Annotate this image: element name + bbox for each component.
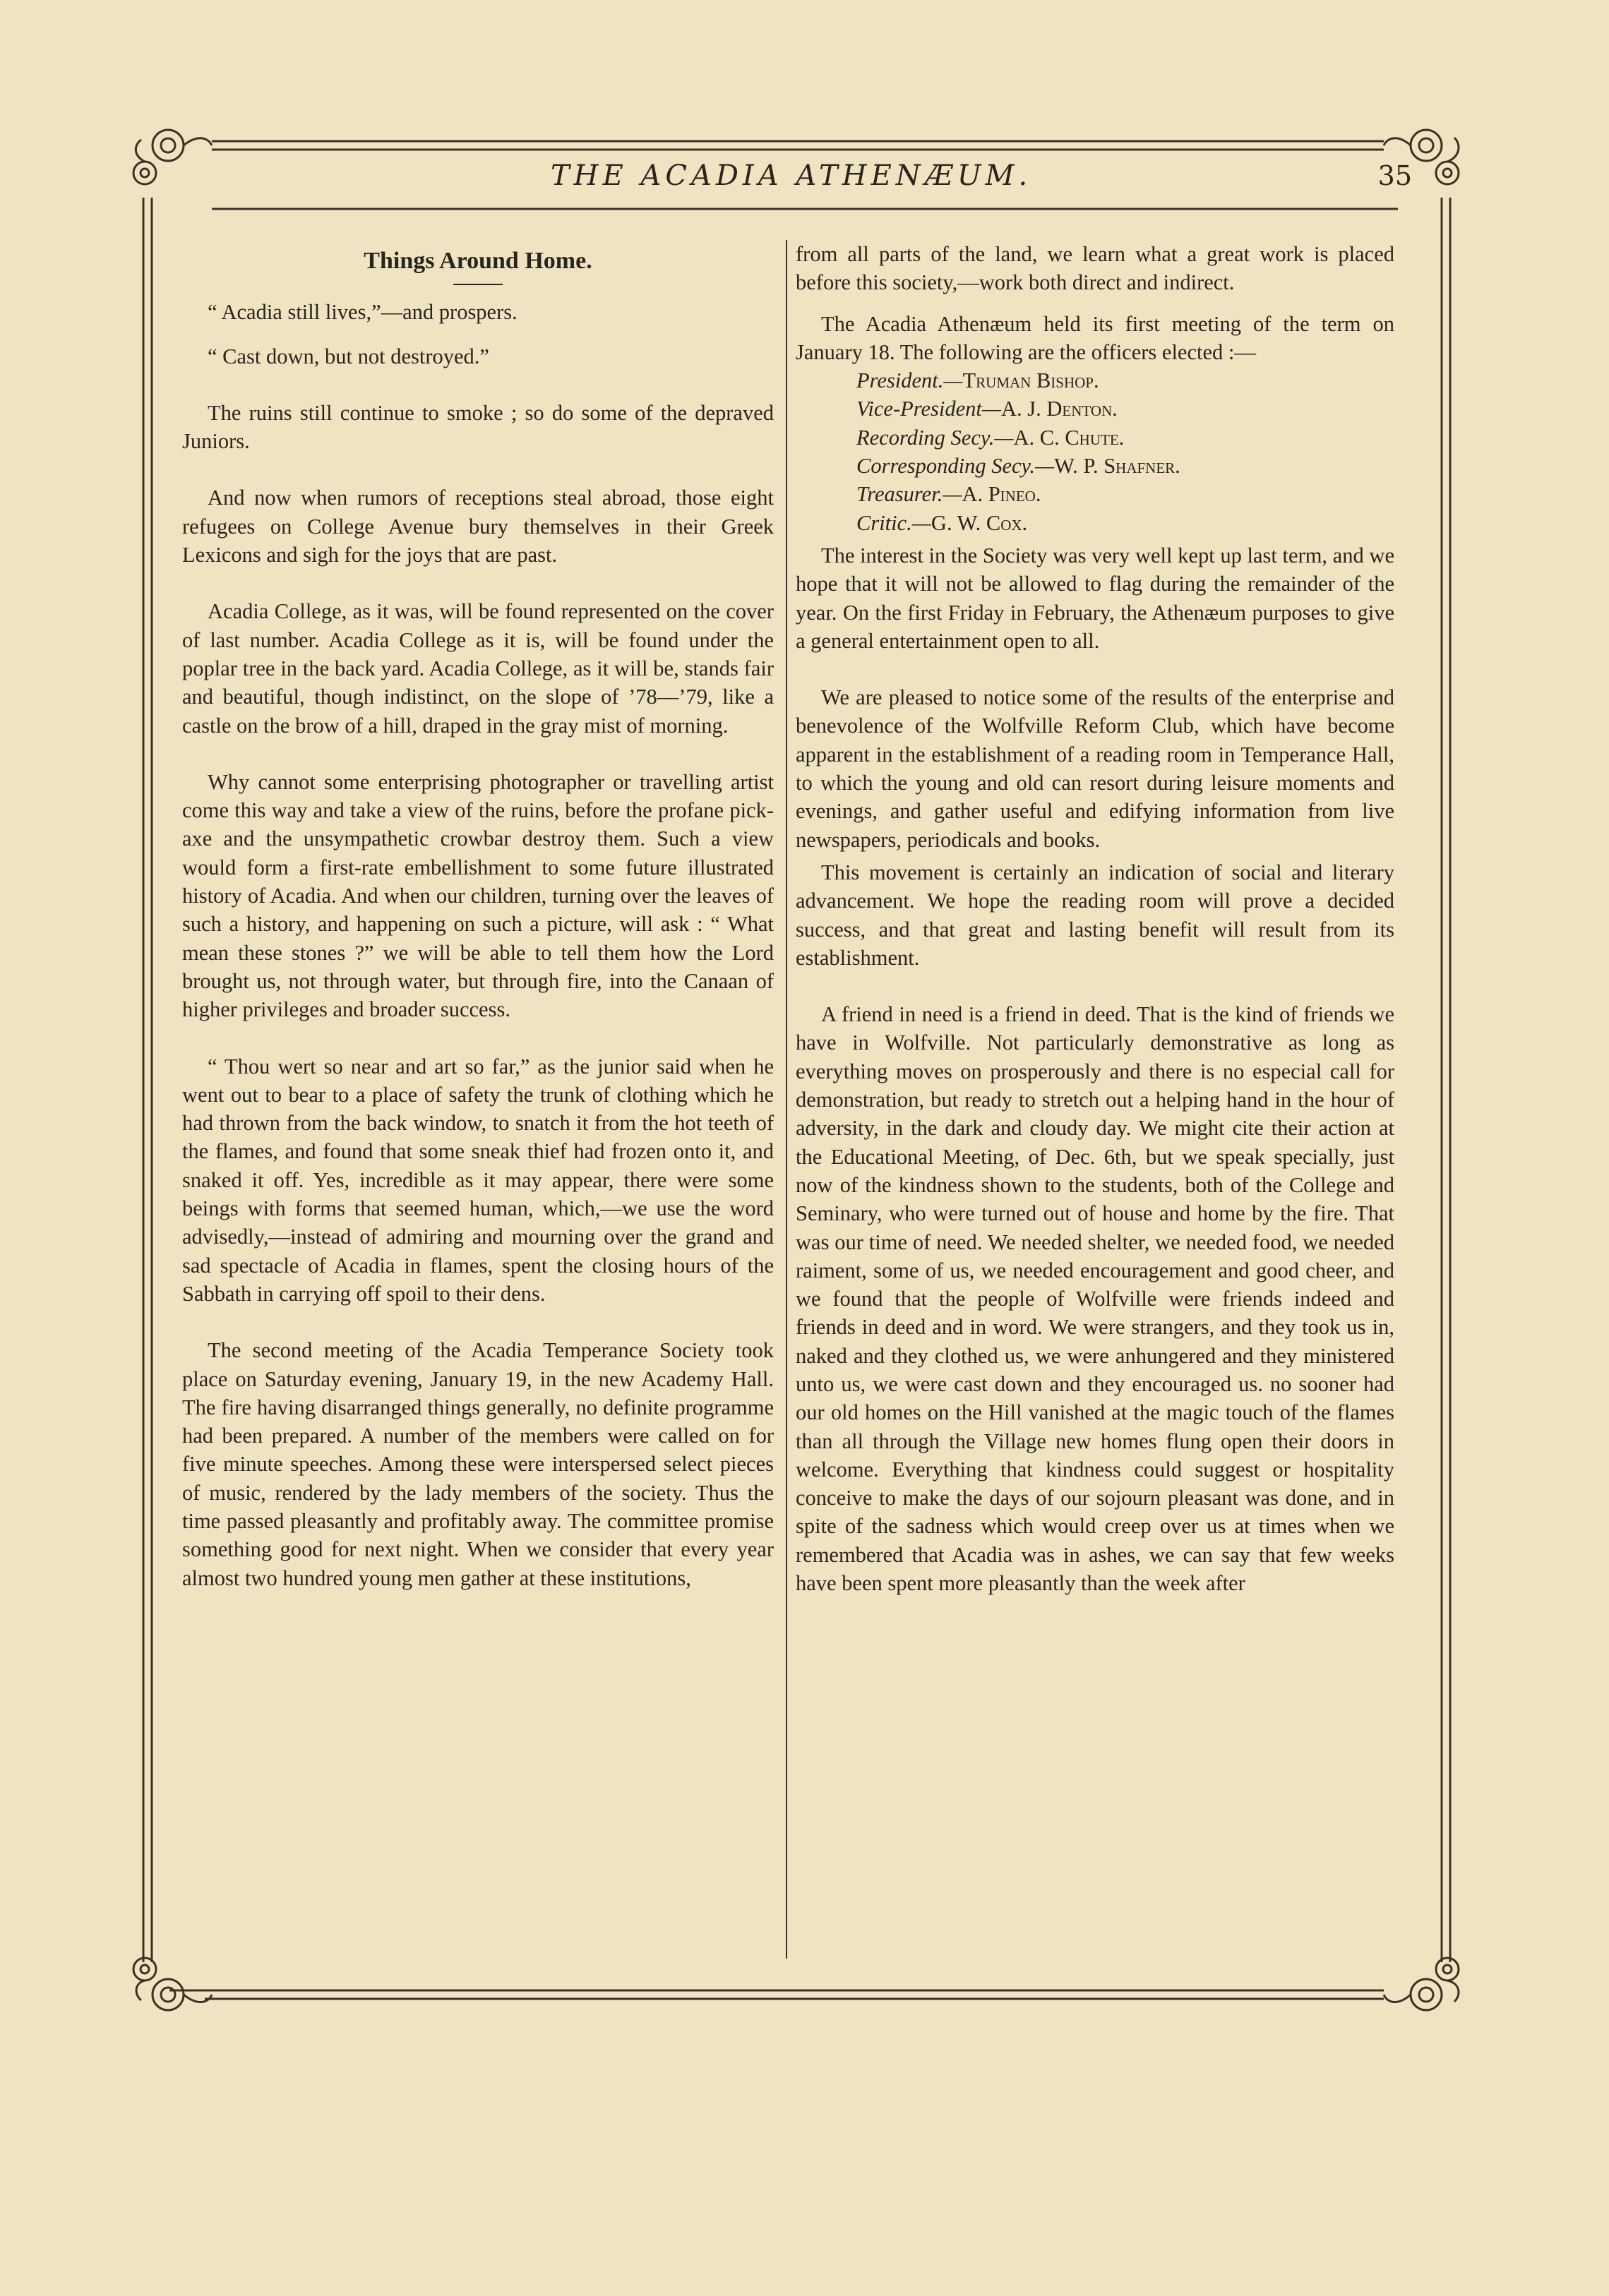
paragraph: The ruins still continue to smoke ; so do some of the depraved Juniors. — [182, 400, 774, 454]
running-head — [212, 160, 1412, 192]
paragraph: We are pleased to notice some of the results of the enterprise and benevolence of the Wolfville Reform Club, which have become apparent in the establishment of a reading room in Temperance Hall, to which the young and old can resort during leisure moments and evenings, and gather useful and edifying information from live newspapers, periodicals and books. — [796, 685, 1394, 852]
paragraph: The Acadia Athenæum held its first meeting of the term on January 18. The following are the officers elected :— — [796, 311, 1394, 364]
title-rule — [453, 284, 503, 285]
officer-entry: President.—Truman Bishop. — [856, 368, 1099, 393]
paragraph: A friend in need is a friend in deed. That is the kind of friends we have in Wolfville. Not particularly demonstrative as long as everything moves on prosperously and there is no especial call for demonstration, but ready to stretch out a helping hand in the hour of adversity, in the dark and cloudy day. We might cite their action at the Educational Meeting, of Dec. 6th, but we speak specially, just now of the kindness shown to the students, both of the College and Seminary, who were turned out of house and home by the fire. That was our time of need. We needed shelter, we needed food, we needed raiment, some of us, we needed encouragement and good cheer, and we found that the people of Wolfville were friends indeed and friends in deed and in word. We were strangers, and they took us in, naked and they clothed us, we were anhungered and they ministered unto us, we were cast down and they encouraged us. no sooner had our old homes on the Hill vanished at the magic touch of the flames than all through the Village new homes flung open their doors in welcome. Everything that kindness could suggest or hospitality conceive to make the days of our sojourn pleasant was done, and in spite of the sadness which would creep over us at times when we remembered that Acadia was in ashes, we can say that few weeks have been spent more pleasantly than the week after — [796, 1002, 1394, 1596]
officer-entry: Critic.—G. W. Cox. — [856, 510, 1028, 535]
page-number: 35 — [1377, 160, 1412, 191]
running-title: THE ACADIA ATHENÆUM. — [551, 160, 1032, 192]
paragraph: from all parts of the land, we learn what a great work is placed before this society,—work both direct and indirect. — [796, 242, 1394, 295]
corner-ornament-bottom-right — [1384, 1958, 1459, 2010]
officer-entry: Recording Secy.—A. C. Chute. — [856, 425, 1125, 450]
paragraph: Acadia College, as it was, will be found represented on the cover of last number. Acadia College as it is, will be found under the poplar tree in the back yard. Acadia College, as it will be, stands fair and beautiful, though indistinct, on the slope of ’78—’79, like a castle on the brow of a hill, draped in the gray mist of morning. — [182, 599, 774, 738]
paragraph: The interest in the Society was very well kept up last term, and we hope that it will not be allowed to flag during the remainder of the year. On the first Friday in February, the Athenæum purposes to give a general entertainment open to all. — [796, 543, 1394, 653]
officer-entry: Treasurer.—A. Pineo. — [856, 482, 1041, 507]
paragraph: The second meeting of the Acadia Temperance Society took place on Saturday evening, January 19, in the new Academy Hall. The fire having disarranged things generally, no definite programme had been prepared. A number of the members were called on for five minute speeches. Among these were interspersed select pieces of music, rendered by the lady members of the society. Thus the time passed pleasantly and profitably away. The committee promise something good for next night. When we consider that every year almost two hundred young men gather at these institutions, — [182, 1338, 774, 1590]
corner-ornament-top-left — [133, 130, 212, 184]
officer-entry: Vice-President—A. J. Denton. — [856, 397, 1118, 421]
paragraph: “ Cast down, but not destroyed.” — [208, 344, 489, 368]
paragraph: Why cannot some enterprising photographer or travelling artist come this way and take a view of the ruins, before the profane pick-axe and the unsympathetic crowbar destroy them. Such a view would form a first-rate embellishment to some future illustrated history of Acadia. And when our children, turning over the leaves of such a history, and happening on such a picture, will ask : “ What mean these stones ?” we will be able to tell them how the Lord brought us, not through water, but through fire, into the Canaan of higher privileges and broader success. — [182, 769, 774, 1022]
officer-list — [796, 366, 1394, 537]
officer-entry: Corresponding Secy.—W. P. Shafner. — [856, 454, 1180, 479]
paragraph: “ Acadia still lives,”—and prospers. — [208, 300, 518, 325]
left-column — [182, 240, 774, 1592]
paragraph: And now when rumors of receptions steal abroad, those eight refugees on College Avenue bury themselves in their Greek Lexicons and sigh for the joys that are past. — [182, 486, 774, 567]
corner-ornament-bottom-left — [133, 1958, 212, 2010]
right-column — [796, 240, 1394, 1597]
paragraph: This movement is certainly an indication of social and literary advancement. We hope the reading room will prove a decided success, and that great and lasting benefit will result from its establishment. — [796, 860, 1394, 970]
paragraph: “ Thou wert so near and art so far,” as the junior said when he went out to bear to a place of safety the trunk of clothing which he had thrown from the back window, to snatch it from the hot teeth of the flames, and found that some sneak thief had frozen onto it, and snaked it off. Yes, incredible as it may appear, there were some beings with forms that seemed human, which,—we use the word advisedly,—instead of admiring and mourning over the grand and sad spectacle of Acadia in flames, spent the closing hours of the Sabbath in carrying off spoil to their dens. — [182, 1054, 774, 1306]
article-title: Things Around Home. — [364, 248, 592, 274]
